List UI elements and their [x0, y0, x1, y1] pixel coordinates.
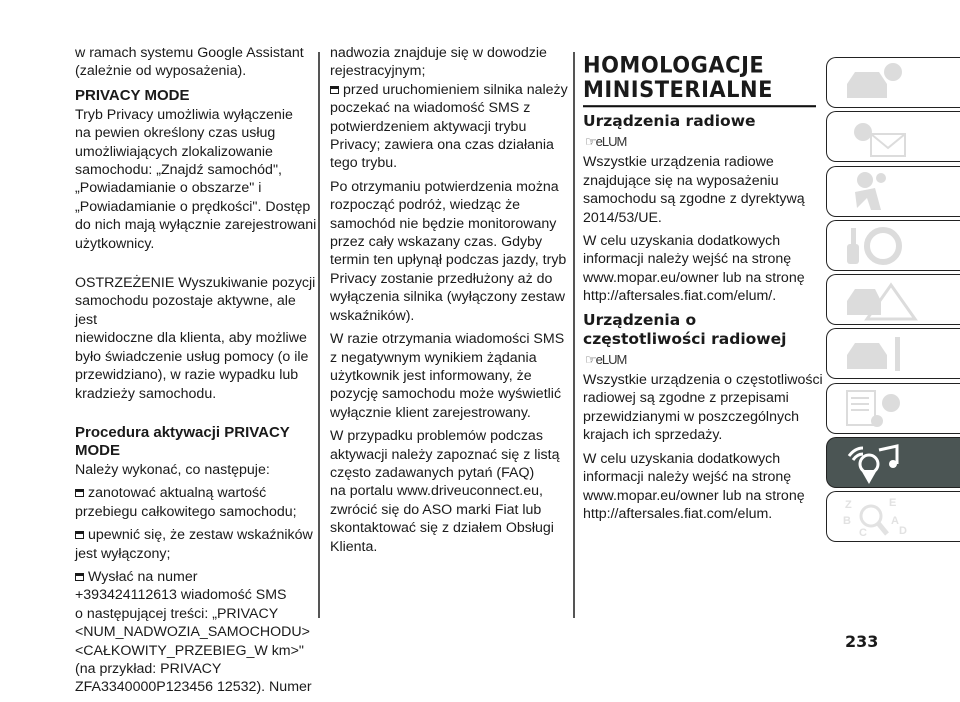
procedure-heading: Procedura aktywacji PRIVACY MODE	[75, 423, 290, 459]
key-steering-wheel-icon	[841, 224, 921, 266]
column-divider	[318, 52, 320, 618]
list-item: upewnić się, że zestaw wskaźników jest wyłączony;	[75, 527, 313, 562]
bullet-icon	[75, 489, 84, 497]
column-1	[75, 44, 320, 702]
car-wrench-icon	[841, 333, 921, 375]
warning-text: OSTRZEŻENIE Wyszukiwanie pozycji samochodu pozostaje aktywne, ale jest niewidoczne dla klienta, aby możliwe było świadczenie usług pomocy (o ile przewidziano), w razie wypadku lub kradzieży samochodu.	[75, 275, 316, 402]
svg-text:A: A	[891, 514, 899, 527]
car-emergency-triangle-icon	[841, 279, 921, 321]
tab-warning-lights[interactable]	[826, 111, 960, 162]
index-search-icon	[841, 496, 921, 538]
rf-heading: Urządzenia o częstotliwości radiowej	[583, 310, 787, 348]
warning-light-message-icon	[841, 116, 921, 158]
page-number: 233	[845, 632, 879, 651]
bullet-icon	[75, 531, 84, 539]
tab-maintenance[interactable]	[826, 328, 960, 379]
list-item: Wysłać na numer +393424112613 wiadomość SMS o następującej treści: „PRIVACY <NUM_NADWOZIA_SAMOCHODU> <CAŁKOWITY_PRZEBIEG_W km>" (na przykład: PRIVACY ZFA3340000P123456 12532). Numer	[75, 568, 312, 696]
tab-technical-data[interactable]	[826, 383, 960, 434]
tab-index[interactable]	[826, 491, 960, 542]
tab-starting-driving[interactable]	[826, 220, 960, 271]
pointing-hand-icon: ☞	[585, 351, 596, 367]
privacy-mode-heading: PRIVACY MODE	[75, 86, 190, 104]
bullet-icon	[330, 86, 339, 94]
paragraph: Wszystkie urządzenia o częstotliwości radiowej są zgodne z przepisami przewidzianymi w poszczególnych krajach ich sprzedaży.	[583, 372, 823, 444]
chapter-tabs	[826, 57, 960, 546]
column-divider	[573, 52, 575, 618]
paragraph: W przypadku problemów podczas aktywacji należy zapoznać się z listą często zadawanych pytań (FAQ) na portalu www.driveuconnect.eu, zwrócić się do ASO marki Fiat lub skontaktować się z działem Obsługi Klienta.	[330, 428, 560, 555]
paragraph: W celu uzyskania dodatkowych informacji należy wejść na stronę www.mopar.eu/owner lub na stronę http://aftersales.fiat.com/elum.	[583, 450, 805, 522]
paragraph: Po otrzymaniu potwierdzenia można rozpocząć podróż, wiedząc że samochód nie będzie monitorowany przez cały wskazany czas. Gdyby termin ten upłynął podczas jazdy, tryb Privacy zostanie przedłużony aż do wyłączenia silnika (wyłączony zestaw wskaźników).	[330, 178, 567, 324]
section-title: HOMOLOGACJE MINISTERIALNE	[583, 54, 816, 108]
procedure-intro: Należy wykonać, co następuje:	[75, 461, 270, 478]
pointing-hand-icon: ☞	[585, 134, 596, 149]
list-item: przed uruchomieniem silnika należy poczekać na wiadomość SMS z potwierdzeniem aktywacji trybu Privacy; zawiera ona czas działania tego trybu.	[330, 81, 568, 172]
tab-multimedia[interactable]	[826, 437, 960, 488]
bullet-icon	[75, 573, 84, 581]
svg-text:E: E	[889, 496, 897, 509]
airbag-seat-icon	[841, 170, 921, 212]
privacy-mode-text: Tryb Privacy umożliwia wyłączenie na pewien określony czas usług umożliwiających zlokalizowanie samochodu: „Znajdź samochód", „Powiadamianie o obszarze" i „Powiadamianie o prędkości". Dostęp do nich mają wyłącznie zarejestrowani użytkownicy.	[75, 106, 317, 252]
tab-safety[interactable]	[826, 166, 960, 217]
tab-emergency[interactable]	[826, 274, 960, 325]
car-info-icon	[841, 62, 921, 104]
multimedia-music-icon	[841, 442, 921, 484]
elum-logo: ☞eLUM	[585, 351, 627, 367]
column-3	[583, 52, 823, 528]
radio-heading: Urządzenia radiowe	[583, 112, 756, 130]
svg-text:Z: Z	[845, 498, 852, 511]
paragraph: W celu uzyskania dodatkowych informacji należy wejść na stronę www.mopar.eu/owner lub na stronę http://aftersales.fiat.com/elum/.	[583, 233, 805, 305]
svg-text:C: C	[859, 526, 867, 538]
specifications-gear-icon	[841, 387, 921, 429]
paragraph: W razie otrzymania wiadomości SMS z negatywnym wynikiem żądania użytkownik jest informowany, że pozycję samochodu może wyświetlić wyłącznie klient zarejestrowany.	[330, 331, 565, 421]
list-item: zanotować aktualną wartość przebiegu całkowitego samochodu;	[75, 485, 297, 520]
paragraph: Wszystkie urządzenia radiowe znajdujące się na wyposażeniu samochodu są zgodne z dyrektywą 2014/53/UE.	[583, 154, 805, 226]
continuation-text: nadwozia znajduje się w dowodzie rejestracyjnym;	[330, 45, 547, 80]
svg-text:D: D	[899, 524, 907, 537]
intro-text: w ramach systemu Google Assistant (zależnie od wyposażenia).	[75, 45, 304, 80]
elum-logo: ☞eLUM	[585, 134, 627, 149]
svg-text:B: B	[843, 514, 851, 527]
tab-vehicle-info[interactable]	[826, 57, 960, 108]
column-2	[330, 44, 570, 561]
